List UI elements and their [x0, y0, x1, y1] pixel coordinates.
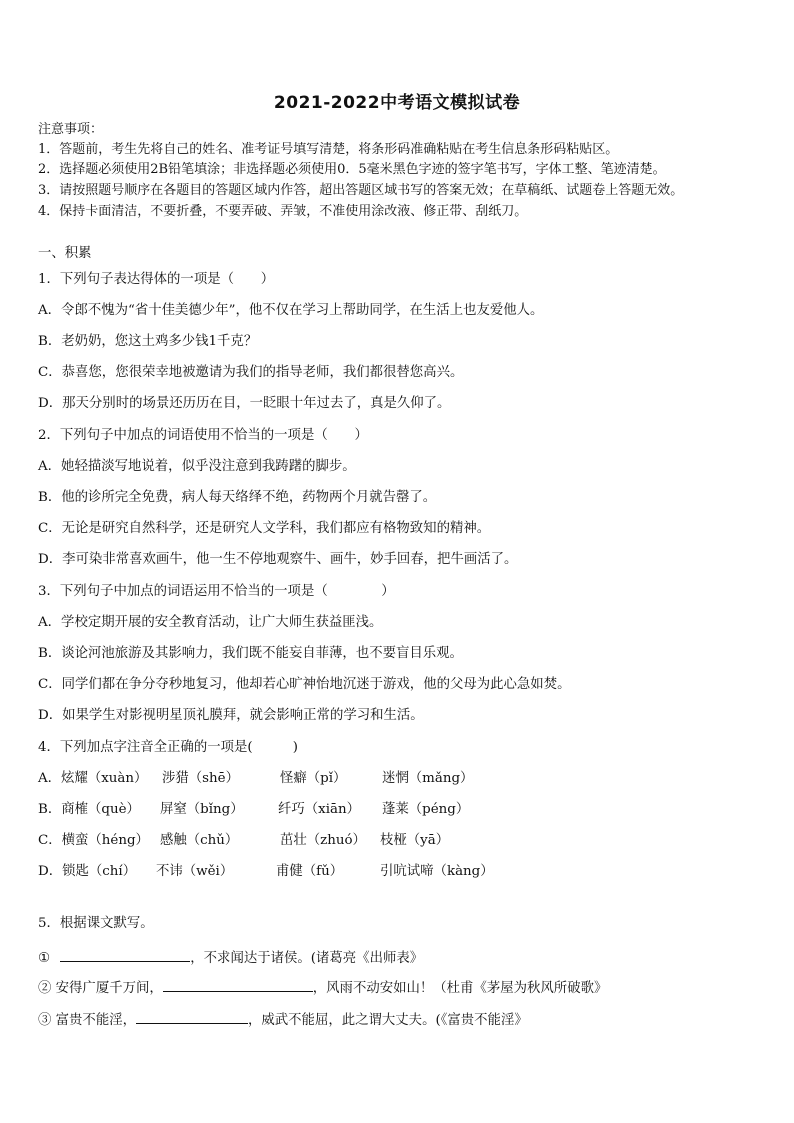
dictation-prefix: ① — [38, 951, 51, 966]
note-item: 2．选择题必须使用2B铅笔填涂；非选择题必须使用0．5毫米黑色字迹的签字笔书写，字体工整、笔迹清楚。 — [38, 162, 666, 177]
dictation-line — [38, 1009, 528, 1030]
question-option: D．如果学生对影视明星顶礼膜拜，就会影响正常的学习和生活。 — [38, 708, 424, 723]
pinyin-item: 涉猎（shē） — [162, 771, 239, 786]
question-option: A．令郎不愧为“省十佳美德少年”，他不仅在学习上帮助同学，在生活上也友爱他人。 — [38, 303, 544, 318]
pinyin-item: 引吭试啼（kàng） — [380, 864, 494, 879]
question-stem: 5．根据课文默写。 — [38, 916, 154, 931]
dictation-suffix: ，风雨不动安如山！（杜甫《茅屋为秋风所破歌》 — [312, 981, 608, 996]
notes-heading: 注意事项： — [38, 122, 104, 137]
dictation-line — [38, 977, 607, 998]
dictation-prefix: ③ 富贵不能淫， — [38, 1013, 136, 1028]
dictation-suffix: ，不求闻达于诸侯。(诸葛亮《出师表》 — [190, 951, 424, 966]
question-option: C．恭喜您，您很荣幸地被邀请为我们的指导老师，我们都很替您高兴。 — [38, 365, 464, 380]
question-option: B．他的诊所完全免费，病人每天络绎不绝，药物两个月就告罄了。 — [38, 490, 437, 505]
pinyin-item: 蓬莱（péng） — [382, 802, 470, 817]
dictation-line — [38, 947, 423, 968]
question-stem: 3．下列句子中加点的词语运用不恰当的一项是（ ） — [38, 584, 395, 599]
question-option: A．学校定期开展的安全教育活动，让广大师生获益匪浅。 — [38, 615, 383, 630]
pinyin-item: 屏窒（bǐng） — [160, 802, 244, 817]
question-option: B．谈论河池旅游及其影响力，我们既不能妄自菲薄，也不要盲目乐观。 — [38, 646, 463, 661]
question-option: A．她轻描淡写地说着，似乎没注意到我踌躇的脚步。 — [38, 459, 356, 474]
question-option: B．老奶奶，您这土鸡多少钱1千克？ — [38, 334, 258, 349]
pinyin-item: 茁壮（zhuó） — [280, 833, 366, 848]
dictation-suffix: ，威武不能屈，此之谓大丈夫。(《富贵不能淫》 — [248, 1013, 528, 1028]
section-heading: 一、积累 — [38, 246, 92, 261]
question-stem: 1．下列句子表达得体的一项是（ ） — [38, 272, 275, 287]
pinyin-item: 怪癖（pǐ） — [280, 771, 347, 786]
page-title: 2021-2022中考语文模拟试卷 — [273, 93, 521, 113]
pinyin-item: 枝桠（yā） — [380, 833, 450, 848]
note-item: 4．保持卡面清洁，不要折叠，不要弄破、弄皱，不准使用涂改液、修正带、刮纸刀。 — [38, 204, 528, 219]
question-option: C．同学们都在争分夺秒地复习，他却若心旷神怡地沉迷于游戏，他的父母为此心急如焚。 — [38, 677, 571, 692]
pinyin-item: C．横蛮（héng） — [38, 833, 149, 848]
note-item: 1．答题前，考生先将自己的姓名、准考证号填写清楚，将条形码准确粘贴在考生信息条形码粘贴区。 — [38, 142, 619, 157]
question-option: D．那天分别时的场景还历历在目，一眨眼十年过去了，真是久仰了。 — [38, 396, 451, 411]
pinyin-item: 不讳（wěi） — [156, 864, 234, 879]
pinyin-item: 纤巧（xiān） — [278, 802, 361, 817]
answer-blank[interactable] — [136, 1009, 248, 1024]
answer-blank[interactable] — [163, 977, 313, 992]
pinyin-item: D．锁匙（chí） — [38, 864, 137, 879]
pinyin-item: 感触（chǔ） — [160, 833, 239, 848]
dictation-prefix: ② 安得广厦千万间， — [38, 981, 163, 996]
question-option: C．无论是研究自然科学，还是研究人文学科，我们都应有格物致知的精神。 — [38, 521, 491, 536]
question-stem: 4．下列加点字注音全正确的一项是( ) — [38, 740, 298, 755]
pinyin-item: A．炫耀（xuàn） — [38, 771, 148, 786]
question-stem: 2．下列句子中加点的词语使用不恰当的一项是（ ） — [38, 428, 368, 443]
note-item: 3．请按照题号顺序在各题目的答题区域内作答，超出答题区域书写的答案无效；在草稿纸、试题卷上答题无效。 — [38, 183, 684, 198]
pinyin-item: 甫健（fǔ） — [276, 864, 344, 879]
question-option: D．李可染非常喜欢画牛，他一生不停地观察牛、画牛，妙手回春，把牛画活了。 — [38, 552, 518, 567]
answer-blank[interactable] — [60, 947, 190, 962]
pinyin-item: 迷惘（mǎng） — [382, 771, 474, 786]
pinyin-item: B．商榷（què） — [38, 802, 140, 817]
